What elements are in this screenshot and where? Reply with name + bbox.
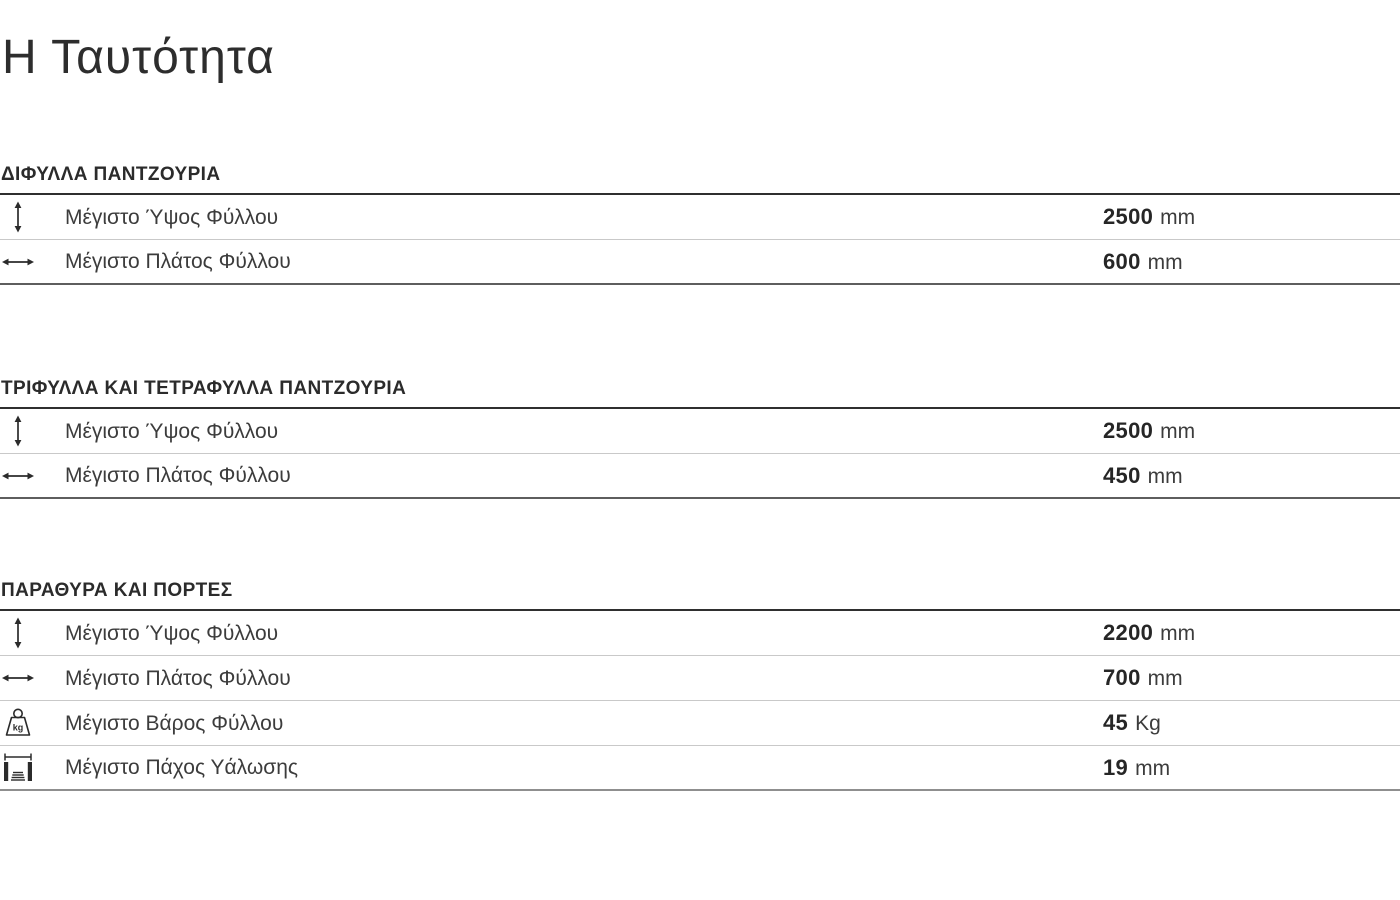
spec-value-cell <box>1103 620 1400 646</box>
width-arrow-icon <box>0 245 65 279</box>
spec-table <box>0 609 1400 791</box>
spec-label: Μέγιστο Βάρος Φύλλου <box>65 711 284 735</box>
spec-value-cell <box>1103 204 1400 230</box>
spec-value-cell <box>1103 249 1400 275</box>
spec-label: Μέγιστο Ύψος Φύλλου <box>65 205 279 229</box>
section-heading: ΔΙΦΥΛΛΑ ΠΑΝΤΖΟΥΡΙΑ <box>1 164 221 185</box>
width-arrow-icon <box>0 459 65 493</box>
height-arrow-icon <box>0 414 65 448</box>
spec-value: 2500 <box>1103 418 1154 443</box>
spec-unit: mm <box>1160 420 1196 443</box>
page-title: Η Ταυτότητα <box>2 31 275 84</box>
section-parathyra-portes <box>0 579 1400 791</box>
spec-table <box>0 407 1400 499</box>
spec-label: Μέγιστο Πάχος Υάλωσης <box>65 756 298 779</box>
spec-label: Μέγιστο Ύψος Φύλλου <box>65 621 279 645</box>
spec-value: 2200 <box>1103 620 1154 645</box>
spec-value: 19 <box>1103 754 1129 780</box>
spec-row <box>0 454 1400 499</box>
section-difylla-pantzouria <box>0 163 1400 285</box>
weight-kg-icon <box>0 706 65 740</box>
spec-value: 700 <box>1103 665 1141 690</box>
spec-row <box>0 656 1400 701</box>
spec-unit: mm <box>1147 250 1183 274</box>
spec-table <box>0 193 1400 285</box>
spec-unit: Kg <box>1135 712 1161 735</box>
spec-label: Μέγιστο Πλάτος Φύλλου <box>65 250 291 273</box>
spec-row <box>0 409 1400 454</box>
spec-label: Μέγιστο Πλάτος Φύλλου <box>65 464 291 487</box>
section-trifylla-tetrafylla-pantzouria <box>0 377 1400 499</box>
spec-label: Μέγιστο Ύψος Φύλλου <box>65 419 279 443</box>
width-arrow-icon <box>0 661 65 695</box>
section-heading: ΤΡΙΦΥΛΛΑ ΚΑΙ ΤΕΤΡΑΦΥΛΛΑ ΠΑΝΤΖΟΥΡΙΑ <box>1 378 407 399</box>
section-heading: ΠΑΡΑΘΥΡΑ ΚΑΙ ΠΟΡΤΕΣ <box>1 580 233 601</box>
spec-row <box>0 195 1400 240</box>
spec-value: 450 <box>1103 462 1141 488</box>
spec-value-cell <box>1103 665 1400 691</box>
spec-value-cell <box>1103 418 1400 444</box>
spec-row <box>0 746 1400 791</box>
spec-unit: mm <box>1147 464 1183 488</box>
spec-value: 600 <box>1103 248 1141 274</box>
spec-value: 45 <box>1103 710 1129 735</box>
spec-label: Μέγιστο Πλάτος Φύλλου <box>65 666 291 690</box>
spec-unit: mm <box>1160 622 1196 645</box>
height-arrow-icon <box>0 200 65 234</box>
spec-row <box>0 701 1400 746</box>
spec-value-cell <box>1103 710 1400 736</box>
glazing-thickness-icon <box>0 751 65 785</box>
spec-unit: mm <box>1135 756 1171 780</box>
spec-unit: mm <box>1147 667 1183 690</box>
spec-unit: mm <box>1160 206 1196 229</box>
spec-value-cell <box>1103 755 1400 781</box>
spec-value-cell <box>1103 463 1400 489</box>
spec-row <box>0 611 1400 656</box>
spec-value: 2500 <box>1103 204 1154 229</box>
height-arrow-icon <box>0 616 65 650</box>
weight-icon-kg-label: kg <box>12 722 24 733</box>
spec-row <box>0 240 1400 285</box>
